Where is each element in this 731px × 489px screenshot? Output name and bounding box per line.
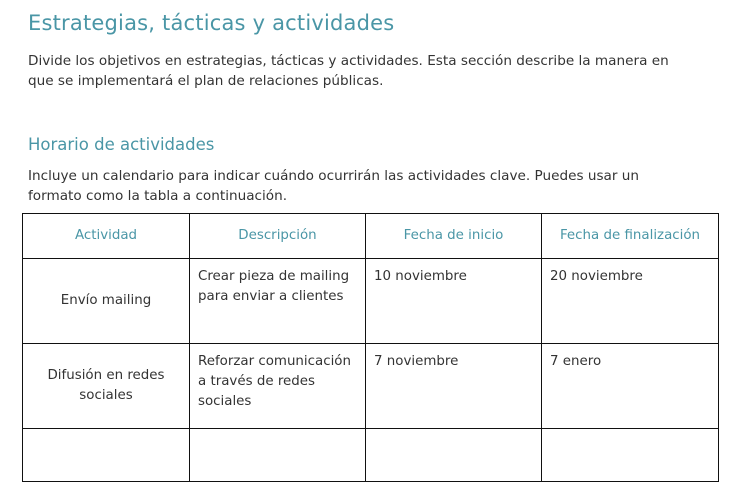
cell-end-date[interactable]: 7 enero [542, 344, 719, 429]
cell-activity[interactable]: Difusión en redes sociales [23, 344, 190, 429]
activity-schedule-table [22, 213, 719, 482]
column-header-end-date: Fecha de finalización [542, 214, 719, 259]
table-row-empty [23, 429, 719, 482]
subsection-title: Horario de actividades [28, 135, 215, 154]
cell-start-date[interactable] [366, 429, 542, 482]
section-title: Estrategias, tácticas y actividades [28, 11, 395, 35]
cell-end-date[interactable]: 20 noviembre [542, 259, 719, 344]
cell-start-date[interactable]: 10 noviembre [366, 259, 542, 344]
cell-activity[interactable] [23, 429, 190, 482]
cell-end-date[interactable] [542, 429, 719, 482]
cell-start-date[interactable]: 7 noviembre [366, 344, 542, 429]
cell-activity[interactable]: Envío mailing [23, 259, 190, 344]
subsection-description [28, 166, 718, 206]
column-header-start-date: Fecha de inicio [366, 214, 542, 259]
cell-description[interactable]: Reforzar comunicación a través de redes sociales [190, 344, 366, 429]
section-description-line-2: que se implementará el plan de relaciones públicas. [28, 73, 384, 89]
table-row [23, 344, 719, 429]
column-header-description: Descripción [190, 214, 366, 259]
subsection-description-line-2: formato como la tabla a continuación. [28, 188, 288, 204]
section-description-line-1: Divide los objetivos en estrategias, tácticas y actividades. Esta sección describe la manera en [28, 53, 669, 69]
cell-description[interactable]: Crear pieza de mailing para enviar a clientes [190, 259, 366, 344]
table-row [23, 259, 719, 344]
column-header-activity: Actividad [23, 214, 190, 259]
table-header-row [23, 214, 719, 259]
section-description [28, 51, 718, 91]
subsection-description-line-1: Incluye un calendario para indicar cuándo ocurrirán las actividades clave. Puedes usar un [28, 168, 640, 184]
cell-description[interactable] [190, 429, 366, 482]
